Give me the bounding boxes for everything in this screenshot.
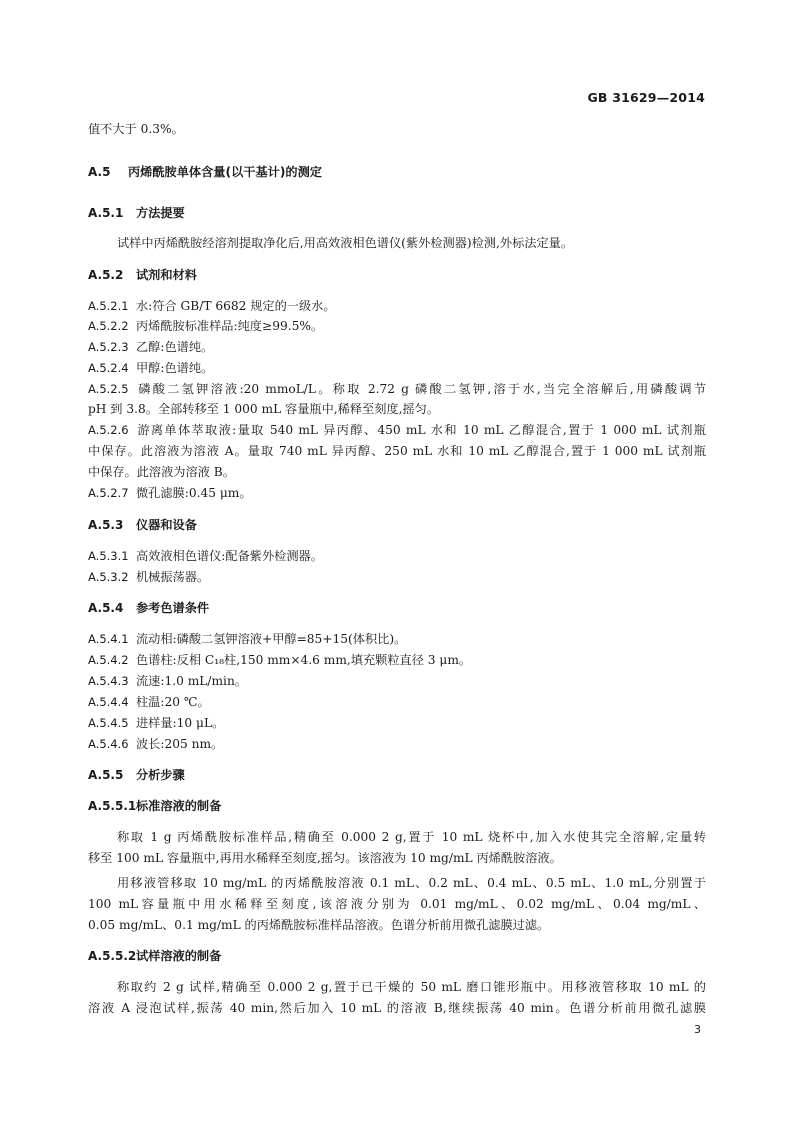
line-text: 用移液管移取 10 mg/mL 的丙烯酰胺溶液 0.1 mL、0.2 mL、0.4 mL、0.5 mL、1.0 mL,分别置于 [117, 876, 706, 890]
text-line [88, 379, 706, 399]
clause-number: A.5.4.5 [88, 716, 129, 730]
section-heading [88, 598, 209, 618]
section-heading [88, 946, 221, 966]
text-line [88, 483, 252, 503]
line-text: pH 到 3.8。全部转移至 1 000 mL 容量瓶中,稀释至刻度,摇匀。 [88, 402, 440, 416]
text-line [88, 337, 213, 357]
text-line [88, 671, 247, 691]
text-line [117, 977, 706, 997]
text-line [88, 650, 471, 670]
section-heading [88, 765, 185, 785]
clause-number: A.5.2.3 [88, 340, 129, 354]
line-text: 100 mL容量瓶中用水稀释至刻度,该溶液分别为 0.01 mg/mL、0.02 mg/mL、0.04 mg/mL、 [88, 897, 706, 911]
text-line [88, 296, 336, 316]
text-line [88, 713, 224, 733]
text-line [88, 692, 210, 712]
section-heading [88, 796, 221, 816]
text-line [88, 358, 213, 378]
line-text: 流速:1.0 mL/min。 [136, 674, 247, 688]
line-text: 机械振荡器。 [136, 570, 210, 584]
line-text: 值不大于 0.3%。 [88, 122, 184, 136]
clause-number: A.5.2.4 [88, 361, 129, 375]
document-code: GB 31629—2014 [587, 90, 705, 105]
line-text: 高效液相色谱仪:配备紫外检测器。 [136, 549, 323, 563]
section-heading [88, 515, 197, 535]
section-heading [88, 162, 322, 182]
line-text: 试样中丙烯酰胺经溶剂提取净化后,用高效液相色谱仪(紫外检测器)检测,外标法定量。 [117, 236, 574, 250]
line-text: 乙醇:色谱纯。 [136, 340, 214, 354]
text-line [88, 998, 706, 1018]
line-text: 水:符合 GB/T 6682 规定的一级水。 [136, 299, 336, 313]
clause-number: A.5.2.6 [88, 423, 129, 437]
clause-number: A.5.1 [88, 206, 124, 220]
clause-number: A.5.2.5 [88, 382, 129, 396]
clause-number: A.5.4.3 [88, 674, 129, 688]
line-text: 进样量:10 μL。 [136, 716, 225, 730]
line-text: 仪器和设备 [136, 518, 197, 532]
text-line [88, 915, 549, 935]
line-text: 中保存。此溶液为溶液 B。 [88, 465, 235, 479]
line-text: 甲醇:色谱纯。 [136, 361, 214, 375]
line-text: 微孔滤膜:0.45 μm。 [136, 486, 252, 500]
page-number: 3 [694, 1023, 701, 1036]
line-text: 移至 100 mL 容量瓶中,再用水稀释至刻度,摇匀。该溶液为 10 mg/mL 丙烯酰胺溶液。 [88, 851, 562, 865]
text-line [88, 420, 706, 440]
text-line [117, 827, 706, 847]
line-text: 游离单体萃取液:量取 540 mL 异丙醇、450 mL 水和 10 mL 乙醇混合,置于 1 000 mL 试剂瓶 [136, 423, 706, 437]
text-line [88, 546, 323, 566]
text-line [88, 567, 209, 587]
text-line [88, 894, 706, 914]
clause-number: A.5.2.1 [88, 299, 129, 313]
text-line [88, 441, 706, 461]
clause-number: A.5.4.4 [88, 695, 129, 709]
clause-number: A.5.3.2 [88, 570, 129, 584]
clause-number: A.5.4 [88, 601, 124, 615]
clause-number: A.5.3.1 [88, 549, 129, 563]
line-text: 波长:205 nm。 [136, 737, 224, 751]
clause-number: A.5.3 [88, 518, 124, 532]
clause-number: A.5.5 [88, 768, 124, 782]
text-line [117, 873, 706, 893]
line-text: 磷酸二氢钾溶液:20 mmoL/L。称取 2.72 g 磷酸二氢钾,溶于水,当完全溶解后,用磷酸调节 [136, 382, 706, 396]
line-text: 参考色谱条件 [136, 601, 210, 615]
clause-number: A.5.5.1 [88, 799, 137, 813]
clause-number: A.5.4.1 [88, 632, 129, 646]
line-text: 0.05 mg/mL、0.1 mg/mL 的丙烯酰胺标准样品溶液。色谱分析前用微孔滤膜过滤。 [88, 918, 550, 932]
text-line [88, 316, 323, 336]
text-line [117, 233, 573, 253]
line-text: 丙烯酰胺标准样品:纯度≥99.5%。 [136, 319, 324, 333]
line-text: 中保存。此溶液为溶液 A。量取 740 mL 异丙醇、250 mL 水和 10 mL 乙醇混合,置于 1 000 mL 试剂瓶 [88, 444, 706, 458]
line-text: 称取 1 g 丙烯酰胺标准样品,精确至 0.000 2 g,置于 10 mL 烧杯中,加入水使其完全溶解,定量转 [117, 830, 706, 844]
line-text: 分析步骤 [136, 768, 185, 782]
clause-number: A.5.5.2 [88, 949, 137, 963]
clause-number: A.5.2 [88, 268, 124, 282]
text-line [88, 399, 439, 419]
text-line [88, 848, 562, 868]
line-text: 色谱柱:反相 C₁₈柱,150 mm×4.6 mm,填充颗粒直径 3 μm。 [136, 653, 472, 667]
text-line [88, 629, 406, 649]
line-text: 标准溶液的制备 [136, 799, 222, 813]
line-text: 方法提要 [136, 206, 185, 220]
clause-number: A.5.4.2 [88, 653, 129, 667]
line-text: 溶液 A 浸泡试样,振荡 40 min,然后加入 10 mL 的溶液 B,继续振荡 40 min。色谱分析前用微孔滤膜 [88, 1001, 706, 1015]
clause-number: A.5.2.7 [88, 486, 129, 500]
line-text: 试剂和材料 [136, 268, 197, 282]
line-text: 试样溶液的制备 [136, 949, 222, 963]
line-text: 称取约 2 g 试样,精确至 0.000 2 g,置于已干燥的 50 mL 磨口锥形瓶中。用移液管移取 10 mL 的 [117, 980, 706, 994]
clause-number: A.5 [88, 165, 111, 179]
line-text: 丙烯酰胺单体含量(以干基计)的测定 [128, 165, 322, 179]
section-heading [88, 203, 185, 223]
clause-number: A.5.2.2 [88, 319, 129, 333]
text-line [88, 119, 184, 139]
text-line [88, 462, 235, 482]
line-text: 流动相:磷酸二氢钾溶液+甲醇=85+15(体积比)。 [136, 632, 407, 646]
section-heading [88, 265, 197, 285]
line-text: 柱温:20 ℃。 [136, 695, 210, 709]
clause-number: A.5.4.6 [88, 737, 129, 751]
text-line [88, 734, 223, 754]
